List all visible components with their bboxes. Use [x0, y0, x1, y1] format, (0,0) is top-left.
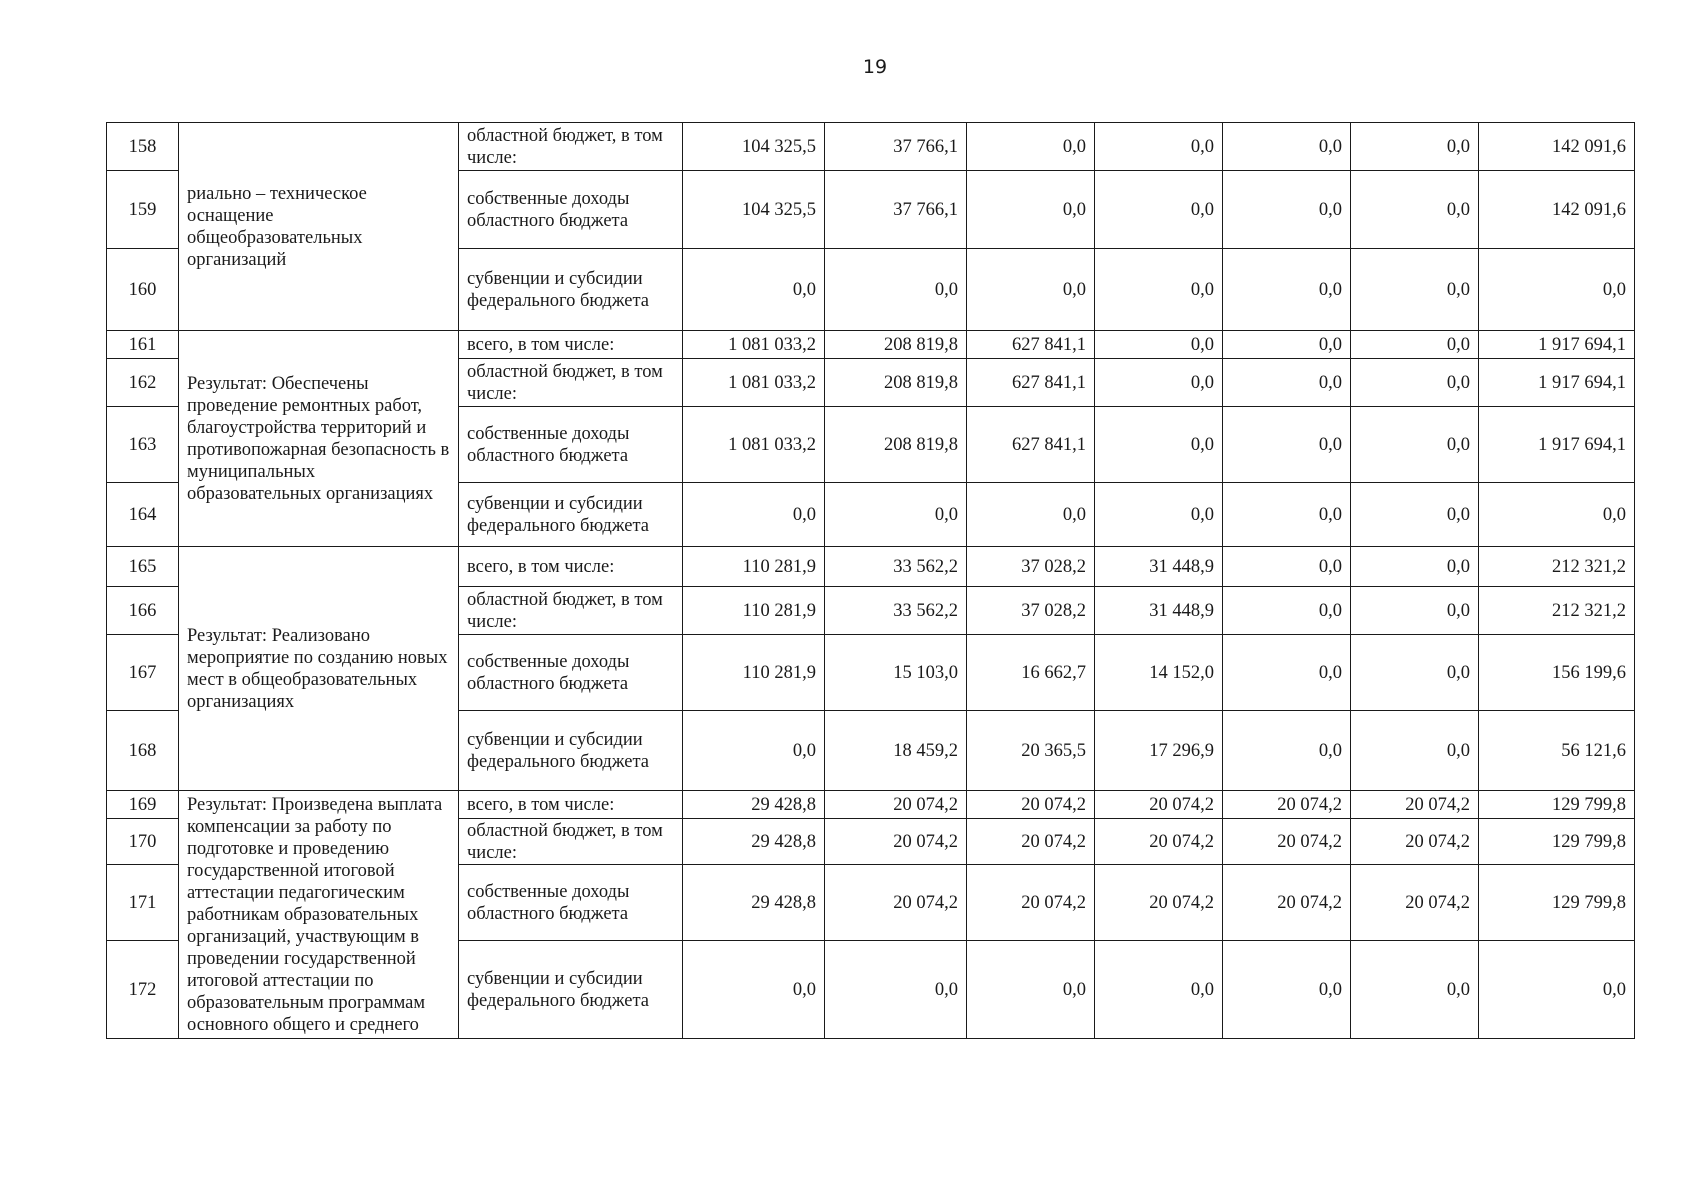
value-cell: 0,0	[1223, 123, 1351, 171]
value-cell: 1 081 033,2	[683, 331, 825, 359]
value-cell: 212 321,2	[1479, 547, 1635, 587]
value-cell: 29 428,8	[683, 819, 825, 865]
value-cell: 20 074,2	[1351, 791, 1479, 819]
value-cell: 14 152,0	[1095, 635, 1223, 711]
value-cell: 1 917 694,1	[1479, 407, 1635, 483]
value-cell: 20 074,2	[1223, 819, 1351, 865]
funding-source: собственные доходы областного бюджета	[459, 865, 683, 941]
value-cell: 0,0	[1223, 171, 1351, 249]
value-cell: 129 799,8	[1479, 819, 1635, 865]
value-cell: 0,0	[1223, 407, 1351, 483]
value-cell: 18 459,2	[825, 711, 967, 791]
value-cell: 56 121,6	[1479, 711, 1635, 791]
funding-source: всего, в том числе:	[459, 547, 683, 587]
value-cell: 0,0	[967, 249, 1095, 331]
value-cell: 627 841,1	[967, 407, 1095, 483]
row-number: 165	[107, 547, 179, 587]
value-cell: 0,0	[683, 711, 825, 791]
value-cell: 0,0	[1223, 359, 1351, 407]
value-cell: 110 281,9	[683, 547, 825, 587]
value-cell: 0,0	[683, 941, 825, 1039]
row-number: 159	[107, 171, 179, 249]
value-cell: 0,0	[1223, 941, 1351, 1039]
value-cell: 17 296,9	[1095, 711, 1223, 791]
value-cell: 20 074,2	[1351, 819, 1479, 865]
value-cell: 0,0	[1351, 407, 1479, 483]
value-cell: 20 074,2	[1351, 865, 1479, 941]
value-cell: 0,0	[1351, 123, 1479, 171]
row-description: риально – техническое оснащение общеобразовательных организаций	[179, 123, 459, 331]
value-cell: 0,0	[1223, 635, 1351, 711]
value-cell: 627 841,1	[967, 359, 1095, 407]
value-cell: 0,0	[1095, 123, 1223, 171]
value-cell: 0,0	[1095, 331, 1223, 359]
value-cell: 0,0	[967, 941, 1095, 1039]
funding-source: всего, в том числе:	[459, 331, 683, 359]
value-cell: 0,0	[1351, 711, 1479, 791]
row-number: 170	[107, 819, 179, 865]
value-cell: 20 365,5	[967, 711, 1095, 791]
value-cell: 0,0	[1351, 249, 1479, 331]
value-cell: 0,0	[967, 171, 1095, 249]
row-number: 167	[107, 635, 179, 711]
value-cell: 20 074,2	[1095, 819, 1223, 865]
value-cell: 0,0	[1351, 171, 1479, 249]
value-cell: 1 917 694,1	[1479, 331, 1635, 359]
value-cell: 0,0	[1095, 407, 1223, 483]
table-row	[107, 331, 1635, 359]
funding-source: собственные доходы областного бюджета	[459, 635, 683, 711]
row-number: 164	[107, 483, 179, 547]
value-cell: 20 074,2	[967, 791, 1095, 819]
row-number: 161	[107, 331, 179, 359]
value-cell: 20 074,2	[1095, 791, 1223, 819]
row-number: 169	[107, 791, 179, 819]
value-cell: 0,0	[825, 249, 967, 331]
value-cell: 208 819,8	[825, 407, 967, 483]
value-cell: 208 819,8	[825, 331, 967, 359]
value-cell: 0,0	[683, 249, 825, 331]
funding-source: собственные доходы областного бюджета	[459, 407, 683, 483]
value-cell: 1 917 694,1	[1479, 359, 1635, 407]
table-row	[107, 123, 1635, 171]
value-cell: 110 281,9	[683, 587, 825, 635]
value-cell: 0,0	[1223, 331, 1351, 359]
value-cell: 0,0	[1351, 587, 1479, 635]
row-description: Результат: Произведена выплата компенсации за работу по подготовке и проведению государственной итоговой аттестации педагогическим работникам образовательных организаций, участвующим в проведении государственной итоговой аттестации по образовательным программам основного общего и среднего	[179, 791, 459, 1039]
value-cell: 20 074,2	[1223, 865, 1351, 941]
value-cell: 0,0	[1223, 711, 1351, 791]
value-cell: 0,0	[1095, 249, 1223, 331]
row-description: Результат: Обеспечены проведение ремонтных работ, благоустройства территорий и противопожарная безопасность в муниципальных образовательных организациях	[179, 331, 459, 547]
value-cell: 20 074,2	[1095, 865, 1223, 941]
budget-table	[106, 122, 1635, 1039]
value-cell: 0,0	[1351, 483, 1479, 547]
funding-source: субвенции и субсидии федерального бюджета	[459, 249, 683, 331]
value-cell: 29 428,8	[683, 791, 825, 819]
value-cell: 0,0	[1351, 331, 1479, 359]
value-cell: 129 799,8	[1479, 865, 1635, 941]
funding-source: субвенции и субсидии федерального бюджета	[459, 941, 683, 1039]
value-cell: 104 325,5	[683, 171, 825, 249]
value-cell: 15 103,0	[825, 635, 967, 711]
value-cell: 627 841,1	[967, 331, 1095, 359]
table-row	[107, 791, 1635, 819]
value-cell: 37 028,2	[967, 547, 1095, 587]
funding-source: областной бюджет, в том числе:	[459, 587, 683, 635]
value-cell: 33 562,2	[825, 587, 967, 635]
row-number: 163	[107, 407, 179, 483]
value-cell: 0,0	[1223, 483, 1351, 547]
value-cell: 0,0	[1351, 359, 1479, 407]
value-cell: 0,0	[1223, 249, 1351, 331]
funding-source: субвенции и субсидии федерального бюджета	[459, 711, 683, 791]
funding-source: областной бюджет, в том числе:	[459, 359, 683, 407]
row-number: 166	[107, 587, 179, 635]
row-number: 168	[107, 711, 179, 791]
value-cell: 16 662,7	[967, 635, 1095, 711]
value-cell: 156 199,6	[1479, 635, 1635, 711]
value-cell: 1 081 033,2	[683, 407, 825, 483]
value-cell: 20 074,2	[825, 791, 967, 819]
value-cell: 0,0	[967, 123, 1095, 171]
value-cell: 0,0	[1223, 587, 1351, 635]
value-cell: 20 074,2	[1223, 791, 1351, 819]
value-cell: 0,0	[1095, 941, 1223, 1039]
value-cell: 208 819,8	[825, 359, 967, 407]
row-number: 171	[107, 865, 179, 941]
value-cell: 129 799,8	[1479, 791, 1635, 819]
value-cell: 0,0	[1351, 547, 1479, 587]
value-cell: 104 325,5	[683, 123, 825, 171]
value-cell: 0,0	[1095, 483, 1223, 547]
value-cell: 37 766,1	[825, 171, 967, 249]
value-cell: 31 448,9	[1095, 547, 1223, 587]
funding-source: собственные доходы областного бюджета	[459, 171, 683, 249]
value-cell: 0,0	[1479, 249, 1635, 331]
value-cell: 0,0	[1095, 171, 1223, 249]
row-description: Результат: Реализовано мероприятие по созданию новых мест в общеобразовательных организациях	[179, 547, 459, 791]
value-cell: 110 281,9	[683, 635, 825, 711]
value-cell: 0,0	[825, 941, 967, 1039]
value-cell: 0,0	[1351, 941, 1479, 1039]
value-cell: 31 448,9	[1095, 587, 1223, 635]
value-cell: 20 074,2	[825, 819, 967, 865]
value-cell: 0,0	[683, 483, 825, 547]
value-cell: 0,0	[1223, 547, 1351, 587]
funding-source: всего, в том числе:	[459, 791, 683, 819]
value-cell: 0,0	[1479, 483, 1635, 547]
value-cell: 212 321,2	[1479, 587, 1635, 635]
value-cell: 33 562,2	[825, 547, 967, 587]
value-cell: 29 428,8	[683, 865, 825, 941]
row-number: 162	[107, 359, 179, 407]
row-number: 172	[107, 941, 179, 1039]
row-number: 160	[107, 249, 179, 331]
value-cell: 0,0	[825, 483, 967, 547]
value-cell: 37 766,1	[825, 123, 967, 171]
value-cell: 142 091,6	[1479, 123, 1635, 171]
funding-source: областной бюджет, в том числе:	[459, 123, 683, 171]
value-cell: 20 074,2	[825, 865, 967, 941]
value-cell: 142 091,6	[1479, 171, 1635, 249]
value-cell: 0,0	[1095, 359, 1223, 407]
value-cell: 37 028,2	[967, 587, 1095, 635]
value-cell: 1 081 033,2	[683, 359, 825, 407]
value-cell: 0,0	[1351, 635, 1479, 711]
funding-source: областной бюджет, в том числе:	[459, 819, 683, 865]
value-cell: 0,0	[1479, 941, 1635, 1039]
value-cell: 20 074,2	[967, 865, 1095, 941]
row-number: 158	[107, 123, 179, 171]
page-number: 19	[862, 56, 888, 78]
table-row	[107, 547, 1635, 587]
value-cell: 0,0	[967, 483, 1095, 547]
funding-source: субвенции и субсидии федерального бюджета	[459, 483, 683, 547]
value-cell: 20 074,2	[967, 819, 1095, 865]
